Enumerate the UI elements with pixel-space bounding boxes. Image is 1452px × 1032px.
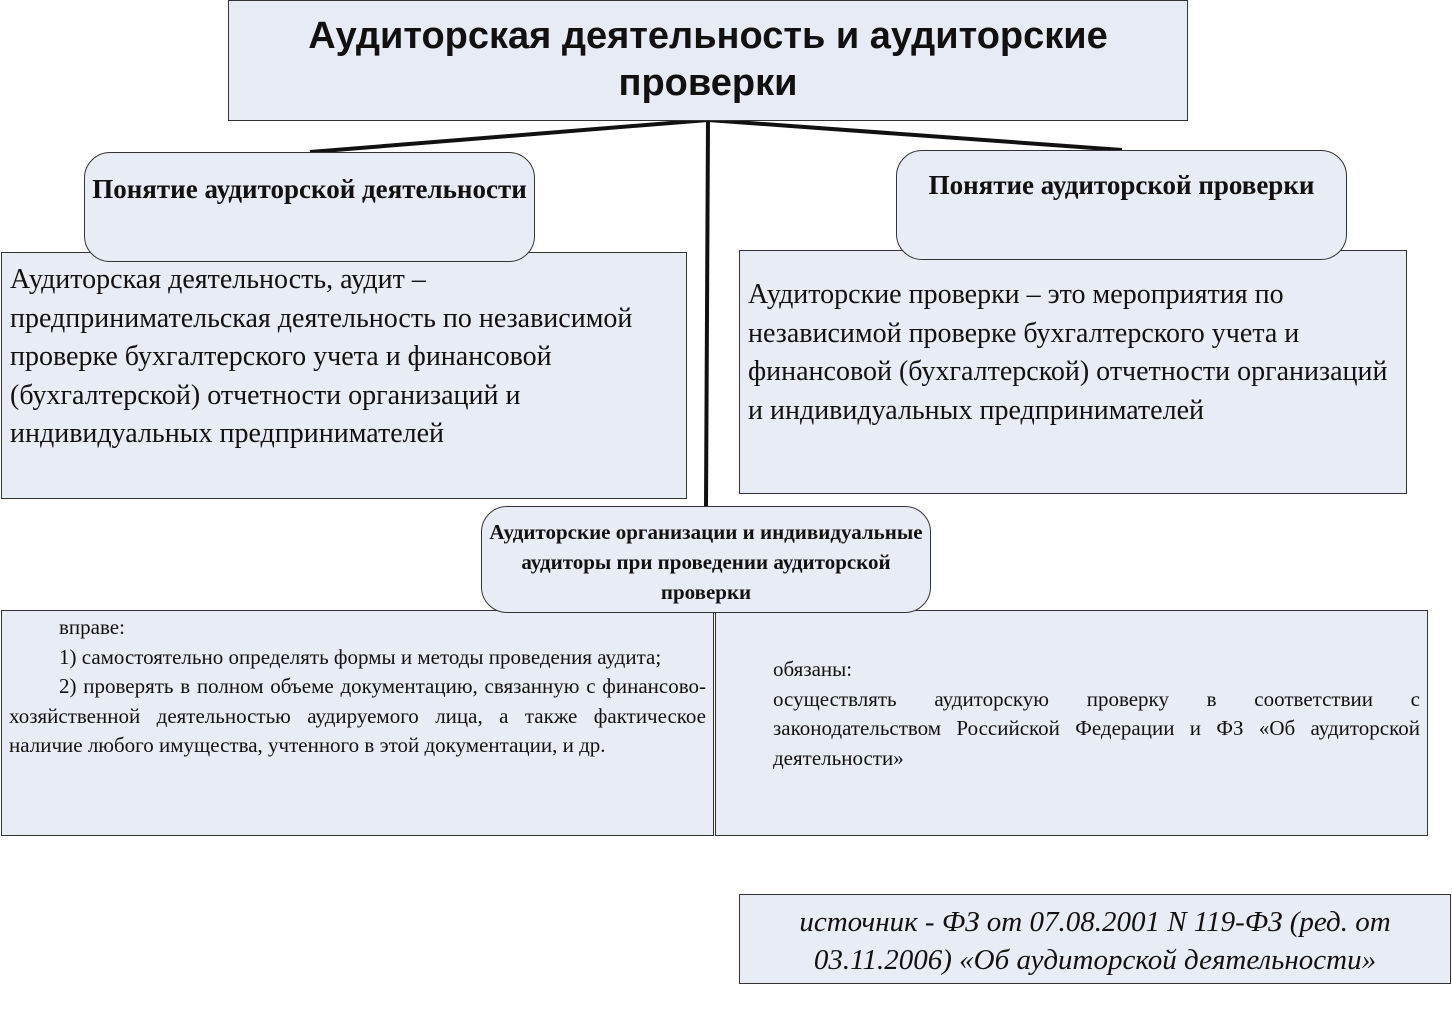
auditors-heading: Аудиторские организации и индивидуальные аудиторы при проведении аудиторской проверки: [481, 506, 931, 613]
rights-box: [1, 610, 714, 836]
rights-item: 2) проверять в полном объеме документацию, связанную с финансово-хозяйственной деятельностью аудируемого лица, а также фактическое наличие любого имущества, учтенного в этой документации, и др.: [9, 674, 706, 757]
diagram-title: Аудиторская деятельность и аудиторские проверки: [228, 0, 1188, 121]
duties-box: [715, 610, 1428, 836]
duties-text: осуществлять аудиторскую проверку в соответствии с законодательством Российской Федерации и ФЗ «Об аудиторской деятельности»: [773, 686, 1420, 770]
rights-item: 1) самостоятельно определять формы и методы проведения аудита;: [59, 644, 662, 669]
audit-activity-heading: Понятие аудиторской деятельности: [84, 152, 535, 262]
rights-label: вправе:: [59, 615, 125, 639]
duties-label: обязаны:: [773, 657, 853, 681]
source-note: источник - ФЗ от 07.08.2001 N 119-ФЗ (ред. от 03.11.2006) «Об аудиторской деятельности»: [739, 894, 1451, 984]
audit-activity-definition: Аудиторская деятельность, аудит – предпринимательская деятельность по независимой проверке бухгалтерского учета и финансовой (бухгалтерской) отчетности организаций и индивидуальных предпринимателей: [1, 252, 687, 499]
audit-check-heading: Понятие аудиторской проверки: [896, 150, 1347, 260]
audit-check-definition: Аудиторские проверки – это мероприятия по независимой проверке бухгалтерского учета и финансовой (бухгалтерской) отчетности организаций и индивидуальных предпринимателей: [739, 250, 1407, 494]
